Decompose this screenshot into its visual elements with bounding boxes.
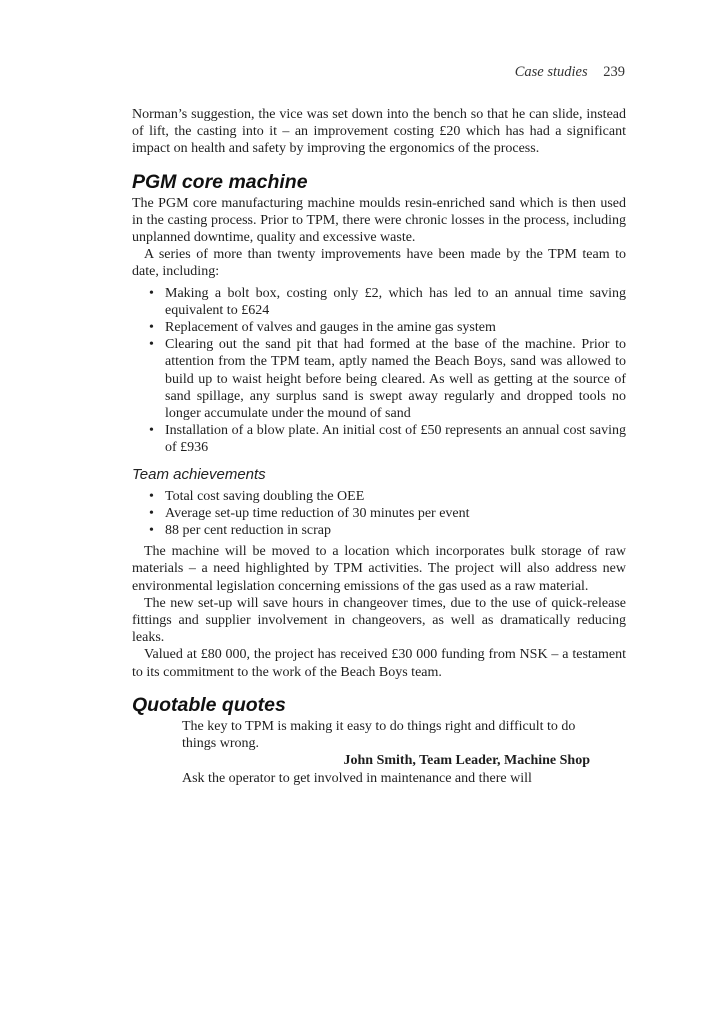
quote-2-text: Ask the operator to get involved in maintenance and there will [182,770,532,786]
quote-1-attribution: John Smith, Team Leader, Machine Shop [343,753,590,769]
list-item-text: Replacement of valves and gauges in the amine gas system [165,320,496,336]
quote-1-text: The key to TPM is making it easy to do things right and difficult to do things wrong. [182,718,576,752]
list-item [132,319,626,336]
bullet-icon: • [149,337,154,353]
list-item-text: Installation of a blow plate. An initial cost of £50 represents an annual cost saving of £936 [165,423,626,456]
quotable-quotes-heading: Quotable quotes [132,693,286,716]
list-item-text: Average set-up time reduction of 30 minutes per event [165,505,470,521]
pgm-improvements-list [132,285,626,457]
running-head-title: Case studies [514,64,588,80]
list-item [132,422,626,456]
team-paragraph-3: Valued at £80 000, the project has received £30 000 funding from NSK – a testament to its commitment to the work of the Beach Boys team. [132,647,626,680]
pgm-heading: PGM core machine [132,170,308,193]
running-head [515,64,625,81]
list-item [132,285,626,319]
pgm-paragraph-1: The PGM core manufacturing machine moulds resin-enriched sand which is then used in the casting process. Prior to TPM, there were chronic losses in the process, including unplanned downtime, quality and excessive waste. [132,195,626,246]
team-achievements-heading: Team achievements [132,465,266,483]
bullet-icon: • [149,423,154,439]
page-number: 239 [603,64,625,80]
quote-block [182,718,590,787]
team-achievements-list [132,488,626,540]
list-item [132,488,626,505]
bullet-icon: • [149,320,154,336]
bullet-icon: • [149,505,154,521]
list-item-text: Total cost saving doubling the OEE [165,488,365,504]
intro-paragraph: Norman’s suggestion, the vice was set down into the bench so that he can slide, instead of lift, the casting into it – an improvement costing £20 which has had a significant impact on health and safety by improving the ergonomics of the process. [132,107,626,157]
list-item-text: 88 per cent reduction in scrap [165,523,331,539]
bullet-icon: • [149,488,154,504]
bullet-icon: • [149,523,154,539]
list-item [132,336,626,422]
page-body [132,106,626,787]
list-item [132,505,626,522]
pgm-paragraph-2: A series of more than twenty improvements have been made by the TPM team to date, including: [132,247,626,280]
list-item [132,522,626,539]
list-item-text: Making a bolt box, costing only £2, which has led to an annual time saving equivalent to £624 [165,285,626,318]
bullet-icon: • [149,285,154,301]
team-paragraph-2: The new set-up will save hours in changeover times, due to the use of quick-release fittings and supplier involvement in changeovers, as well as dramatically reducing leaks. [132,595,626,646]
team-paragraph-1: The machine will be moved to a location which incorporates bulk storage of raw materials – a need highlighted by TPM activities. The project will also address new environmental legislation concerning emissions of the gas used as a raw material. [132,544,626,594]
list-item-text: Clearing out the sand pit that had formed at the base of the machine. Prior to attention from the TPM team, aptly named the Beach Boys, sand was allowed to build up to waist height before being cleared. As well as getting at the source of sand spillage, any surplus sand is swept away regularly and dropped tools no longer accumulate under the mound of sand [165,337,626,422]
